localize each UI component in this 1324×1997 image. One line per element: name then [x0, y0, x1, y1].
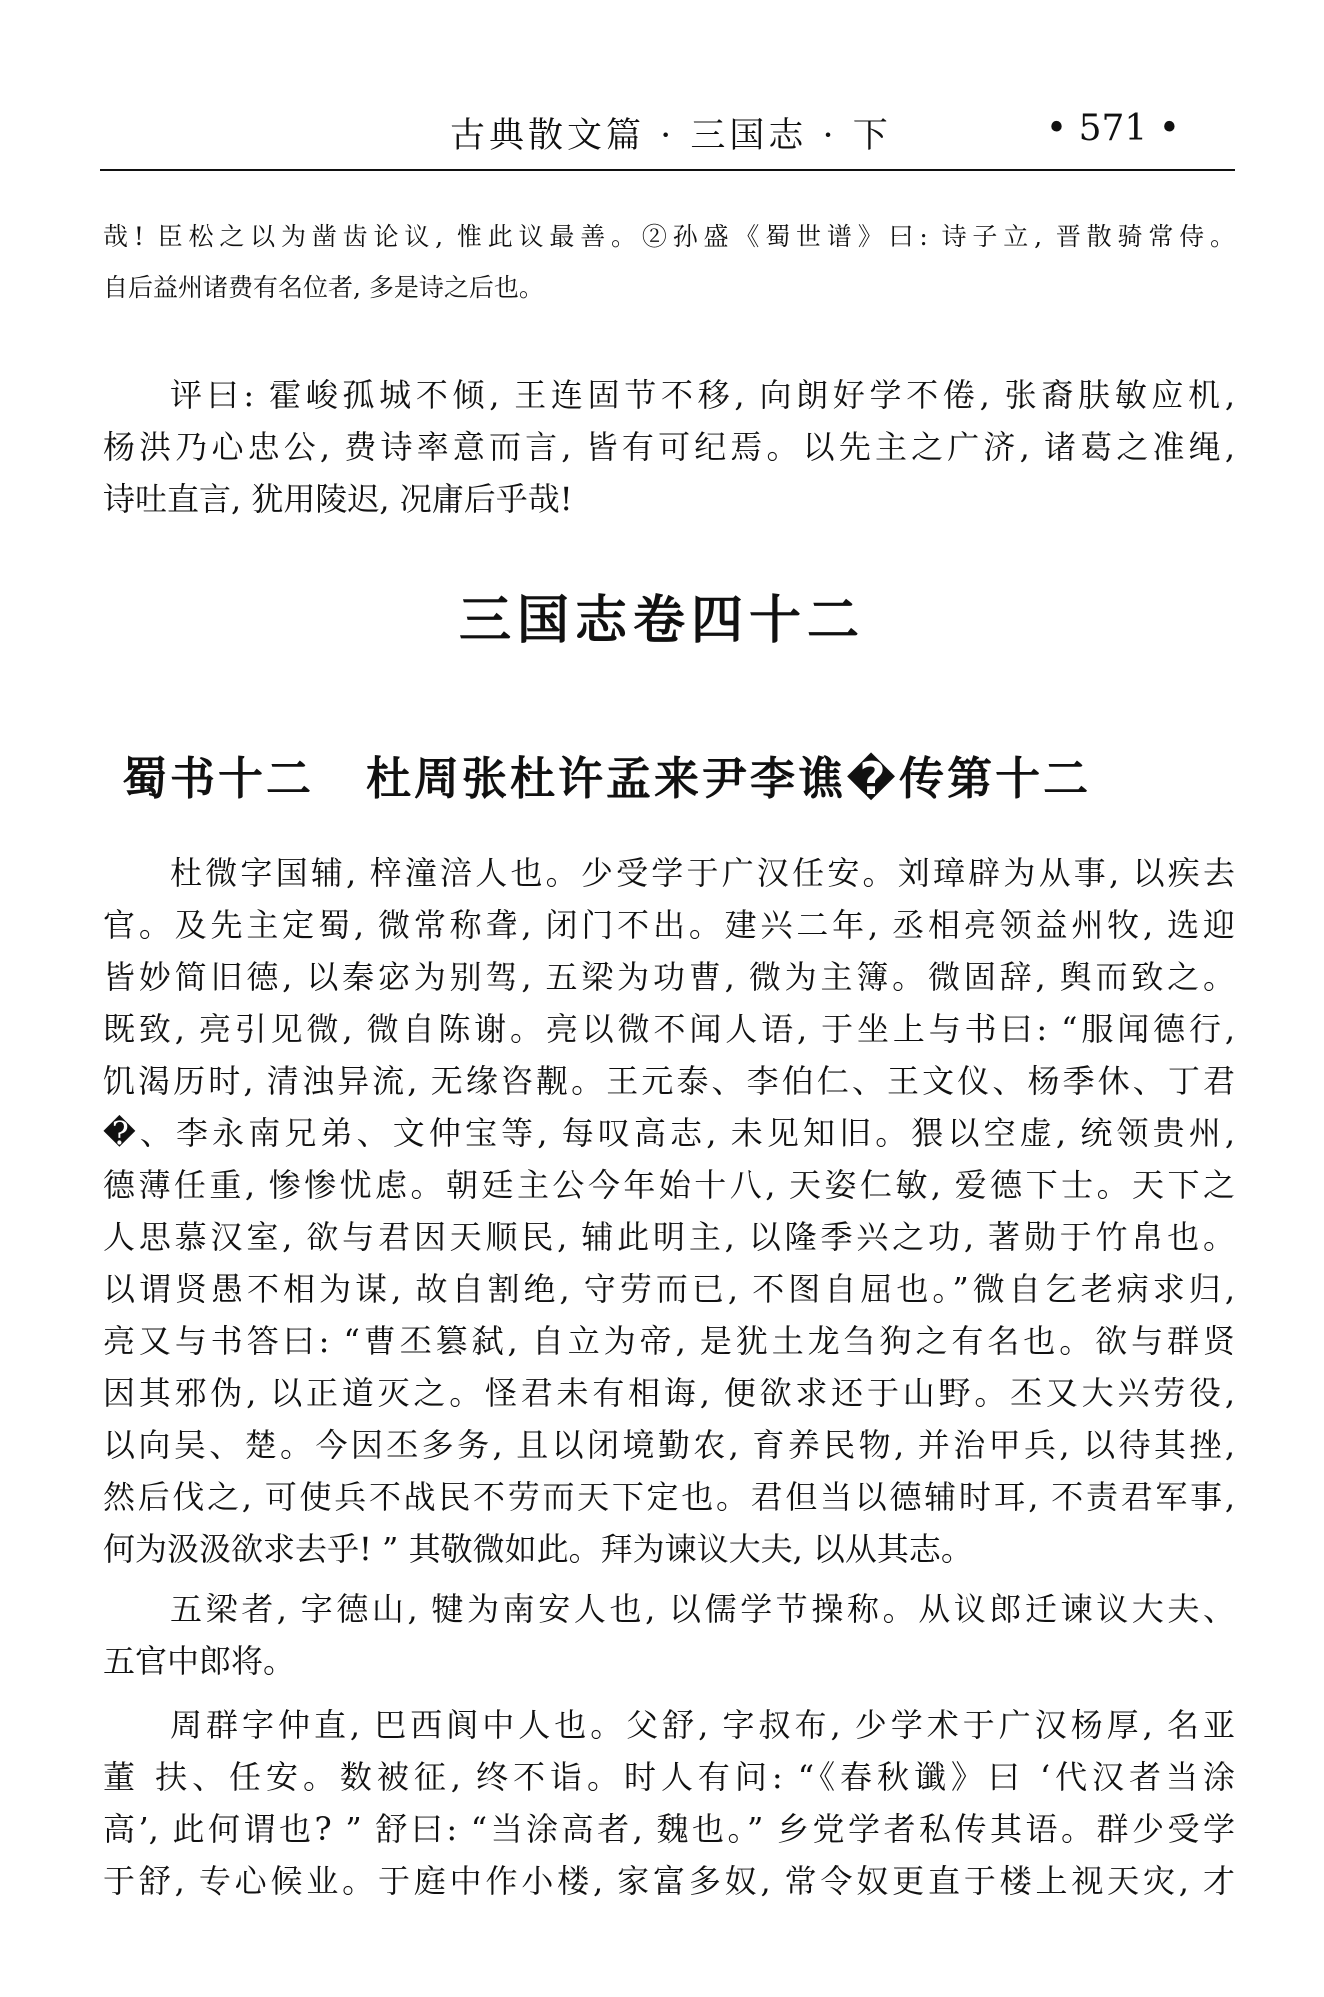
paragraph-line: 以向吴、楚。今因丕多务, 且以闭境勤农, 育养民物, 并治甲兵, 以待其挫, [103, 1426, 1235, 1464]
paragraph-line: 因其邪伪, 以正道灭之。怪君未有相诲, 便欲求还于山野。丕又大兴劳役, [103, 1374, 1235, 1412]
paragraph-line: 人思慕汉室, 欲与君因天顺民, 辅此明主, 以隆季兴之功, 著勋于竹帛也。 [103, 1218, 1235, 1256]
running-head [100, 108, 1235, 168]
paragraph-line: 何为汲汲欲求去乎! ” 其敬微如此。拜为谏议大夫, 以从其志。 [103, 1530, 973, 1568]
note-line: 自后益州诸费有名位者, 多是诗之后也。 [103, 273, 544, 302]
appraisal-line: 诗吐直言, 犹用陵迟, 况庸后乎哉! [103, 480, 573, 518]
paragraph-line: 董 扶、任安。数被征, 终不诣。时人有问: “《春秋谶》曰 ‘代汉者当涂 [103, 1758, 1235, 1796]
paragraph-line: 官。及先主定蜀, 微常称聋, 闭门不出。建兴二年, 丞相亮领益州牧, 选迎 [103, 906, 1235, 944]
paragraph-line: 饥渴历时, 清浊异流, 无缘咨觏。王元泰、李伯仁、王文仪、杨季休、丁君 [103, 1062, 1235, 1100]
paragraph-line: 以谓贤愚不相为谋, 故自割绝, 守劳而已, 不图自屈也。”微自乞老病求归, [103, 1270, 1235, 1308]
appraisal-line: 评曰: 霍峻孤城不倾, 王连固节不移, 向朗好学不倦, 张裔肤敏应机, [170, 376, 1235, 414]
chapter-title-book: 蜀书十二 [122, 752, 315, 805]
running-title: 古典散文篇 · 三国志 · 下 [450, 116, 892, 156]
paragraph-line: 皆妙简旧德, 以秦宓为别驾, 五梁为功曹, 微为主簿。微固辞, 舆而致之。 [103, 958, 1235, 996]
appraisal-line: 杨洪乃心忠公, 费诗率意而言, 皆有可纪焉。以先主之广济, 诸葛之准绳, [103, 428, 1235, 466]
chapter-title-name: 杜周张杜许孟来尹李谯�传第十二 [366, 752, 1092, 805]
header-rule [100, 169, 1235, 171]
page-number: • 571 • [1045, 108, 1180, 149]
paragraph-line: 德薄任重, 惨惨忧虑。朝廷主公今年始十八, 天姿仁敏, 爱德下士。天下之 [103, 1166, 1235, 1204]
paragraph-line: 于舒, 专心候业。于庭中作小楼, 家富多奴, 常令奴更直于楼上视天灾, 才 [103, 1862, 1235, 1900]
paragraph-line: 周群字仲直, 巴西阆中人也。父舒, 字叔布, 少学术于广汉杨厚, 名亚 [170, 1706, 1235, 1744]
note-line: 哉! 臣松之以为凿齿论议, 惟此议最善。②孙盛《蜀世谱》曰: 诗子立, 晋散骑常侍。 [103, 222, 1235, 251]
paragraph-line: 然后伐之, 可使兵不战民不劳而天下定也。君但当以德辅时耳, 不责君军事, [103, 1478, 1235, 1516]
volume-title: 三国志卷四十二 [458, 591, 865, 651]
paragraph-line: 五梁者, 字德山, 犍为南安人也, 以儒学节操称。从议郎迁谏议大夫、 [170, 1590, 1235, 1628]
paragraph-line: �、李永南兄弟、文仲宝等, 每叹高志, 未见知旧。猥以空虚, 统领贵州, [103, 1114, 1235, 1152]
paragraph-line: 既致, 亮引见微, 微自陈谢。亮以微不闻人语, 于坐上与书曰: “服闻德行, [103, 1010, 1235, 1048]
paragraph-line: 高’, 此何谓也? ” 舒曰: “当涂高者, 魏也。” 乡党学者私传其语。群少受学 [103, 1810, 1235, 1848]
paragraph-line: 亮又与书答曰: “曹丕篡弑, 自立为帝, 是犹土龙刍狗之有名也。欲与群贤 [103, 1322, 1235, 1360]
paragraph-line: 杜微字国辅, 梓潼涪人也。少受学于广汉任安。刘璋辟为从事, 以疾去 [170, 854, 1235, 892]
chapter-title [122, 742, 1091, 807]
paragraph-line: 五官中郎将。 [103, 1642, 296, 1680]
